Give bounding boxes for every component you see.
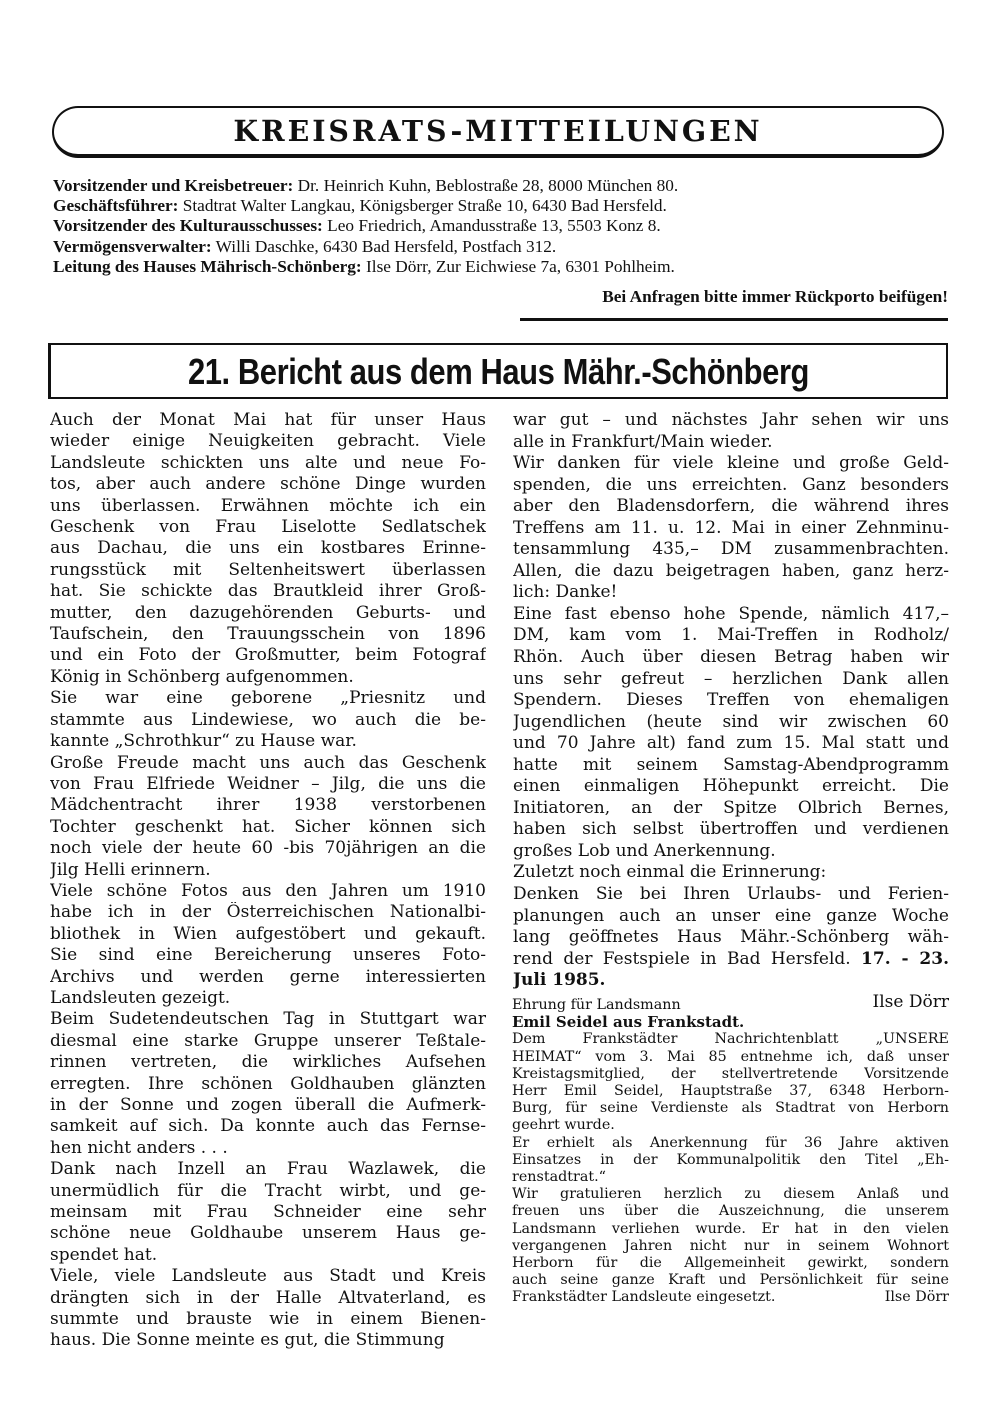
paragraph	[50, 410, 486, 688]
info-line	[53, 257, 953, 277]
signature: Ilse Dörr	[872, 991, 949, 1012]
paragraph	[50, 1266, 486, 1352]
text-line: alle in Frankfurt/Main wieder.	[513, 431, 773, 452]
signature: Ilse Dörr	[884, 1289, 949, 1306]
text-line: Herborn für die Allgemeinheit gewirkt, sondern	[512, 1255, 949, 1272]
text-line: Beim Sudetendeutschen Tag in Stuttgart war	[50, 1009, 486, 1030]
text-line: Auch der Monat Mai hat für unser Haus	[50, 410, 486, 430]
info-label: Leitung des Hauses Mährisch-Schönberg:	[53, 256, 362, 276]
text-line: Rhön. Auch über diesen Betrag haben wir	[513, 647, 949, 668]
text-line: spendet hat.	[50, 1244, 158, 1265]
paragraph	[50, 753, 486, 881]
text-line: aus Dachau, die uns ein kostbares Erinne-	[50, 538, 486, 559]
text-line: uns überlassen. Erwähnen möchte ich ein	[50, 495, 486, 516]
text-line	[513, 970, 949, 992]
text-line: lang geöffnetes Haus Mähr.-Schönberg wäh-	[513, 927, 949, 948]
paragraph	[513, 410, 949, 453]
text-segment: 17. - 23.	[861, 948, 949, 969]
text-line: Geschenk von Frau Liselotte Sedlatschek	[50, 517, 486, 538]
text-line: Sie war eine geborene „Priesnitz und	[50, 688, 486, 709]
text-line: war gut – und nächstes Jahr sehen wir uns	[513, 410, 949, 430]
text-line: Viele schöne Fotos aus den Jahren um 1910	[50, 880, 486, 901]
contact-info	[53, 176, 953, 277]
text-line: stammte aus Lindewiese, wo auch die be-	[50, 709, 486, 730]
article-title-box	[48, 343, 948, 399]
text-line: in der Sonne und zogen überall die Aufmerk-	[50, 1095, 486, 1115]
text-line: Jugendlichen (heute sind wir zwischen 60	[513, 711, 949, 732]
article-title: 21. Bericht aus dem Haus Mähr.-Schönberg	[187, 351, 810, 392]
text-line: auch seine ganze Kraft und Persönlichkeit für seine	[512, 1272, 949, 1289]
text-line: geehrt wurde.	[512, 1117, 615, 1134]
text-line: erregten. Ihre schönen Goldhauben glänzten	[50, 1073, 486, 1094]
paragraph	[50, 881, 486, 1009]
text-line: tensammlung 435,– DM zusammenbrachten.	[513, 539, 949, 560]
info-value: Leo Friedrich, Amandusstraße 13, 5503 Konz 8.	[322, 216, 661, 236]
text-line: Sie sind eine Bereicherung unseres Foto-	[50, 945, 486, 966]
text-line: DM, kam vom 1. Mai-Treffen in Rodholz/	[513, 625, 949, 646]
text-line: Allen, die dazu beigetragen haben, ganz herz-	[513, 560, 949, 581]
text-line: Einsatzes in der Kommunalpolitik den Titel „Eh-	[512, 1151, 949, 1168]
text-line: rinnen vertreten, die wirkliches Aufsehen	[50, 1052, 486, 1073]
info-label: Vorsitzender des Kulturausschusses:	[53, 216, 323, 236]
text-line: Dem Frankstädter Nachrichtenblatt „UNSERE	[512, 1031, 949, 1048]
text-line: Herr Emil Seidel, Hauptstraße 37, 6348 Herborn-	[512, 1083, 949, 1100]
info-value: Ilse Dörr, Zur Eichwiese 7a, 6301 Pohlheim.	[361, 256, 675, 276]
text-line: hatte mit seinem Samstag-Abendprogramm	[513, 754, 949, 775]
text-line: mutter, den dazugehörenden Geburts- und	[50, 602, 486, 623]
info-line	[53, 237, 953, 257]
text-line: Große Freude macht uns auch das Geschenk	[50, 752, 486, 773]
text-line: Wir gratulieren herzlich zu diesem Anlaß und	[512, 1186, 949, 1203]
text-line: meinsam mit Frau Schneider eine sehr	[50, 1202, 486, 1223]
text-line: Landsmann verliehen wurde. Er hat in den vielen	[512, 1220, 949, 1237]
text-line: Wir danken für viele kleine und große Geld-	[513, 453, 949, 474]
paragraph	[50, 1009, 486, 1159]
text-line: Zuletzt noch einmal die Erinnerung:	[513, 862, 827, 883]
text-line: Frankstädter Landsleute eingesetzt.	[512, 1289, 776, 1306]
text-line	[513, 949, 949, 971]
text-line: rungsstück mit Seltenheitswert überlassen	[50, 559, 486, 580]
text-line: Initiatoren, an der Spitze Olbrich Bernes,	[513, 797, 949, 818]
postage-notice: Bei Anfragen bitte immer Rückporto beifügen!	[602, 287, 948, 306]
text-line: HEIMAT“ vom 3. Mai 85 entnehme ich, daß unser	[512, 1048, 949, 1065]
right-column	[513, 410, 949, 1013]
second-article	[512, 997, 949, 1307]
kicker: Ehrung für Landsmann	[512, 997, 681, 1013]
text-line: Archivs und werden gerne interessierten	[50, 966, 486, 987]
paragraph	[513, 862, 949, 884]
text-line: von Frau Elfriede Weidner – Jilg, die uns die	[50, 773, 486, 794]
text-line: tos, aber auch andere schöne Dinge wurden	[50, 474, 486, 495]
paragraph	[512, 1135, 949, 1187]
text-line: kannte „Schrothkur“ zu Hause war.	[50, 731, 357, 752]
masthead-box	[52, 106, 944, 158]
text-line: bliothek in Wien aufgestöbert und gekauft.	[50, 923, 486, 944]
headline: Emil Seidel aus Frankstadt.	[512, 1014, 745, 1032]
text-line: schöne neue Goldhaube unserem Haus ge-	[50, 1223, 486, 1244]
text-line: und 70 Jahre alt) fand zum 15. Mal statt und	[513, 733, 949, 754]
text-line: wieder einige Neuigkeiten gebracht. Viele	[50, 431, 486, 452]
text-line: und ein Foto der Großmutter, beim Fotograf	[50, 645, 486, 666]
text-line: uns sehr gefreut – herzlichen Dank allen	[513, 668, 949, 689]
text-line: Jilg Helli erinnern.	[50, 859, 211, 880]
text-line: Dank nach Inzell an Frau Wazlawek, die	[50, 1159, 486, 1180]
text-segment: Juli 1985.	[513, 970, 606, 991]
info-line	[53, 196, 953, 216]
paragraph	[50, 688, 486, 752]
text-line: haus. Die Sonne meinte es gut, die Stimmung	[50, 1330, 445, 1351]
text-line: Kreistagsmitglied, der stellvertretende Vorsitzende	[512, 1065, 949, 1082]
text-line: drängten sich in der Halle Altvaterland, es	[50, 1287, 486, 1308]
text-line: habe ich in der Österreichischen Nationalbi-	[50, 902, 486, 923]
text-line: vergangenen Jahren nicht nur in seinem Wohnort	[512, 1237, 949, 1254]
text-line: spenden, die uns erreichten. Ganz besonders	[513, 474, 949, 495]
info-value: Willi Daschke, 6430 Bad Hersfeld, Postfach 312.	[211, 236, 557, 256]
info-label: Vermögensverwalter:	[53, 236, 212, 256]
text-line: unermüdlich für die Tracht wirbt, und ge-	[50, 1180, 486, 1201]
left-column	[50, 410, 486, 1352]
text-line: hen nicht anders . . .	[50, 1137, 228, 1158]
text-line: hat. Sie schickte das Brautkleid ihrer Groß-	[50, 581, 486, 602]
text-line: Viele, viele Landsleute aus Stadt und Kreis	[50, 1266, 486, 1287]
paragraph	[513, 604, 949, 863]
info-line	[53, 176, 953, 196]
text-line: Denken Sie bei Ihren Urlaubs- und Ferien-	[513, 884, 949, 905]
text-line: König in Schönberg aufgenommen.	[50, 666, 354, 687]
text-line: einen einmaligen Höhepunkt erreicht. Die	[513, 776, 949, 797]
info-line	[53, 216, 953, 236]
text-line: aber den Bladensdorfern, die während ihres	[513, 496, 949, 517]
paragraph	[513, 884, 949, 992]
info-value: Dr. Heinrich Kuhn, Beblostraße 28, 8000 München 80.	[293, 176, 679, 195]
text-line: Eine fast ebenso hohe Spende, nämlich 417,–	[513, 603, 949, 624]
paragraph	[512, 1186, 949, 1306]
text-line: Tochter geschenkt hat. Sicher können sich	[50, 816, 486, 837]
info-value: Stadtrat Walter Langkau, Königsberger Straße 10, 6430 Bad Hersfeld.	[178, 196, 667, 216]
text-line: Spendern. Dieses Treffen von ehemaligen	[513, 690, 949, 711]
text-line: Landsleute schickten uns alte und neue Fo-	[50, 452, 486, 473]
paragraph	[50, 1159, 486, 1266]
text-line: Er erhielt als Anerkennung für 36 Jahre aktiven	[512, 1134, 949, 1151]
text-line: diesmal eine starke Gruppe unserer Teßtale-	[50, 1030, 486, 1051]
text-line: Taufschein, den Trauungsschein von 1896	[50, 624, 486, 645]
text-line: renstadtrat.“	[512, 1169, 606, 1186]
text-line: samkeit auf sich. Da konnte auch das Fernse-	[50, 1116, 486, 1137]
text-line: Burg, für seine Verdienste als Stadtrat von Herborn	[512, 1100, 949, 1117]
text-line: Mädchentracht ihrer 1938 verstorbenen	[50, 795, 486, 816]
paragraph	[512, 1031, 949, 1134]
text-line: planungen auch an unser eine ganze Woche	[513, 905, 949, 926]
text-segment: rend der Festspiele in Bad Hersfeld.	[513, 948, 862, 969]
divider	[520, 318, 948, 321]
paragraph	[513, 453, 949, 604]
text-line: noch viele der heute 60 -bis 70jährigen an die	[50, 838, 486, 859]
text-line: summte und brauste wie in einem Bienen-	[50, 1309, 486, 1330]
info-label: Geschäftsführer:	[53, 196, 179, 216]
info-label: Vorsitzender und Kreisbetreuer:	[53, 176, 294, 195]
text-line: lich: Danke!	[513, 582, 618, 603]
text-line: freuen uns über die Auszeichnung, die unserem	[512, 1203, 949, 1220]
text-line: Landsleuten gezeigt.	[50, 987, 231, 1008]
text-line: Treffens am 11. u. 12. Mai in einer Zehnminu-	[513, 517, 949, 538]
text-line: haben sich selbst übertroffen und verdienen	[513, 819, 949, 840]
text-line: großes Lob und Anerkennung.	[513, 840, 776, 861]
masthead-title: KREISRATS-MITTEILUNGEN	[233, 114, 763, 148]
